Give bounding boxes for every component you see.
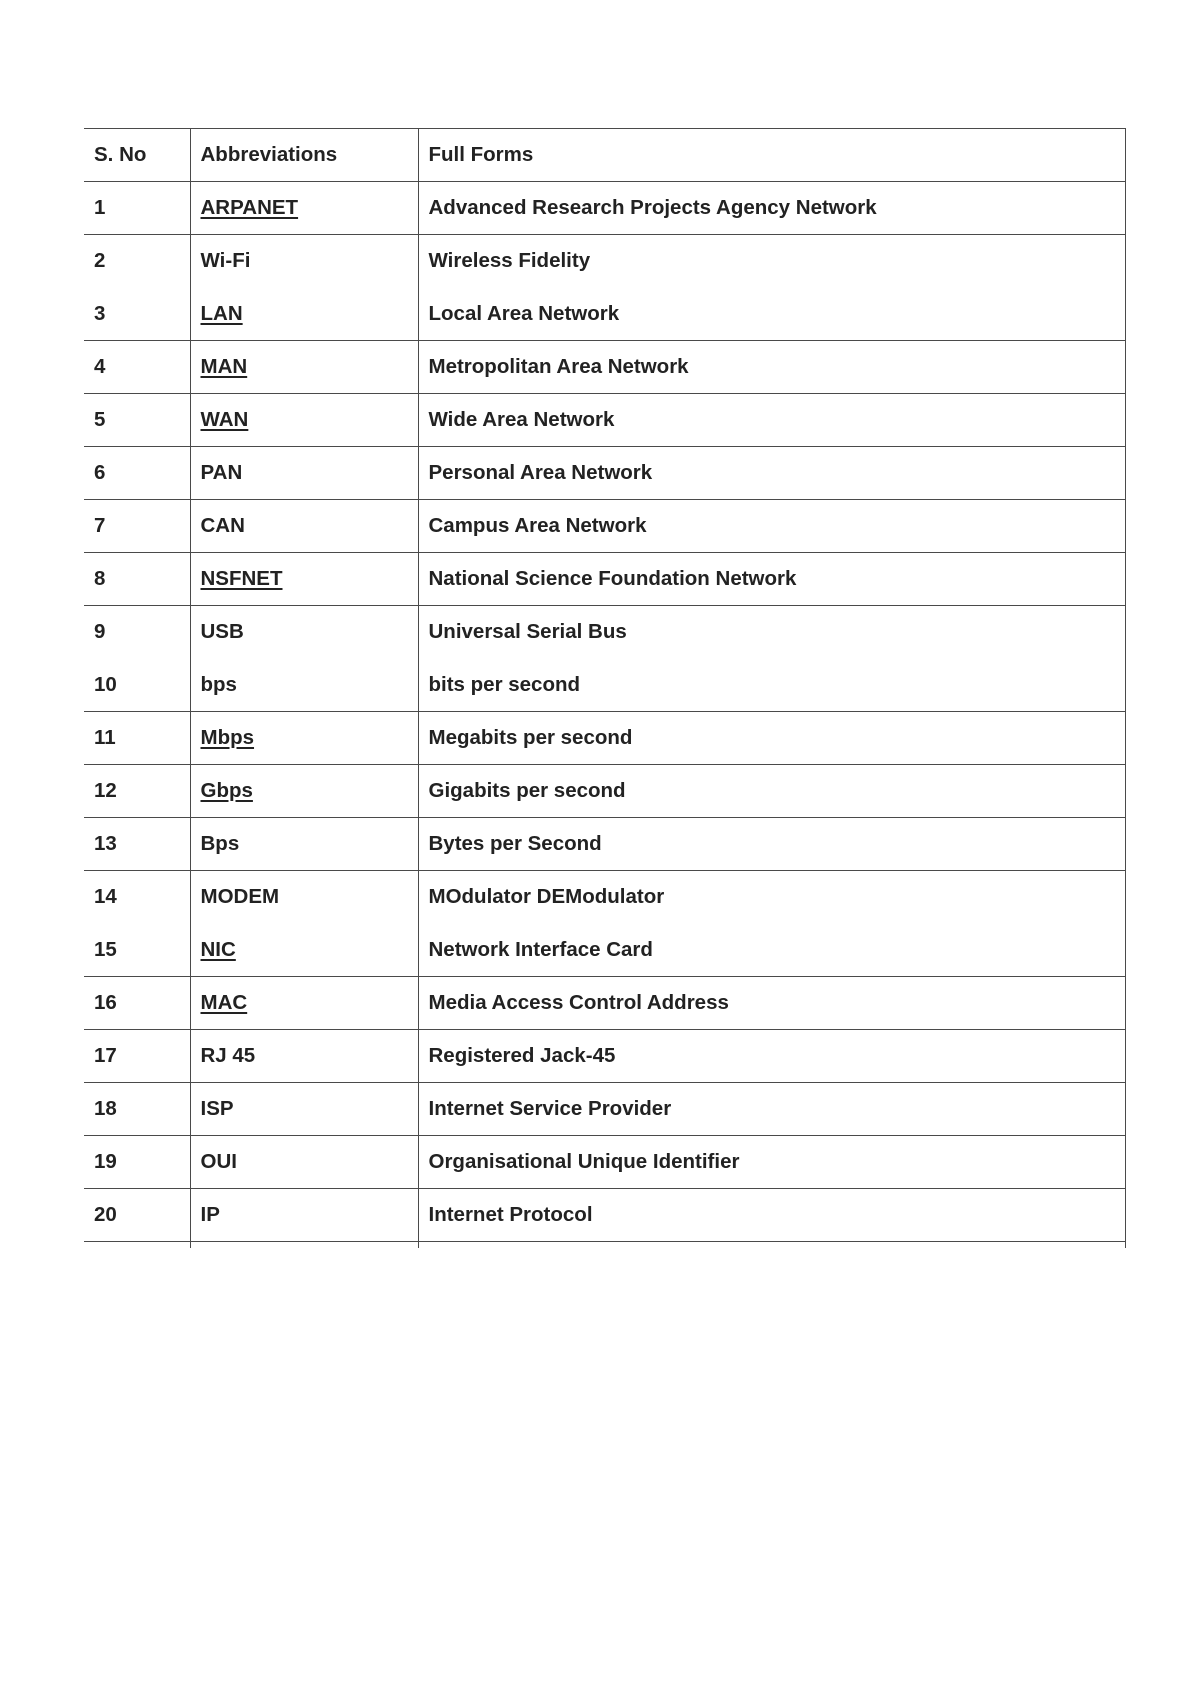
row-full-form: bits per second xyxy=(418,659,1125,712)
table-row xyxy=(84,712,1125,765)
row-sno: 14 xyxy=(94,885,117,909)
table-row xyxy=(84,1189,1125,1242)
row-sno: 6 xyxy=(84,447,190,500)
row-full-form: National Science Foundation Network xyxy=(418,553,1125,606)
row-sno: 19 xyxy=(84,1136,190,1189)
row-full-form: Personal Area Network xyxy=(418,447,1125,500)
table-row xyxy=(84,1083,1125,1136)
abbreviation-link[interactable]: ARPANET xyxy=(200,196,299,219)
row-sno: 3 xyxy=(84,288,190,341)
row-sno: 16 xyxy=(84,977,190,1030)
table-row xyxy=(84,659,1125,712)
row-abbreviation xyxy=(190,288,418,341)
row-full-form: Internet Protocol xyxy=(418,1189,1125,1242)
table-row xyxy=(84,606,1125,659)
row-sno: 17 xyxy=(84,1030,190,1083)
stub-cell xyxy=(418,1242,1125,1248)
table-row xyxy=(84,977,1125,1030)
row-full-form: Network Interface Card xyxy=(418,924,1125,977)
table-continuation-stub xyxy=(84,1242,1125,1248)
row-full-form: Media Access Control Address xyxy=(418,977,1125,1030)
row-sno: 1 xyxy=(84,182,190,235)
row-abbreviation xyxy=(190,182,418,235)
row-sno: 18 xyxy=(84,1083,190,1136)
abbreviation-link[interactable]: NIC xyxy=(200,937,236,961)
row-abbreviation: ISP xyxy=(190,1083,418,1136)
table-row xyxy=(84,288,1125,341)
row-abbreviation xyxy=(190,765,418,818)
row-sno: 10 xyxy=(84,659,190,712)
row-sno: 15 xyxy=(84,924,190,977)
abbreviation-link[interactable]: Mbps xyxy=(200,726,255,749)
row-abbreviation: IP xyxy=(190,1189,418,1242)
stub-cell xyxy=(190,1242,418,1248)
row-full-form: Megabits per second xyxy=(418,712,1125,765)
row-sno: 4 xyxy=(84,341,190,394)
row-abbreviation xyxy=(190,394,418,447)
abbreviation-link[interactable]: LAN xyxy=(200,301,243,325)
table-row xyxy=(84,235,1125,288)
abbreviation-link[interactable]: WAN xyxy=(200,408,249,431)
row-full-form: Wireless Fidelity xyxy=(418,235,1125,288)
table-row xyxy=(84,1030,1125,1083)
row-full-form: Wide Area Network xyxy=(418,394,1125,447)
row-abbreviation: PAN xyxy=(190,447,418,500)
table-row xyxy=(84,394,1125,447)
row-abbreviation: USB xyxy=(190,606,418,659)
row-abbreviation xyxy=(190,341,418,394)
table-row xyxy=(84,765,1125,818)
abbreviations-table xyxy=(84,128,1126,1248)
row-sno: 9 xyxy=(94,620,106,644)
row-abbreviation: MODEM xyxy=(190,871,418,924)
row-abbreviation: RJ 45 xyxy=(190,1030,418,1083)
row-abbreviation: bps xyxy=(190,659,418,712)
table-row xyxy=(84,182,1125,235)
row-full-form: Campus Area Network xyxy=(418,500,1125,553)
row-full-form: Metropolitan Area Network xyxy=(418,341,1125,394)
table-row xyxy=(84,871,1125,924)
row-full-form: MOdulator DEModulator xyxy=(418,871,1125,924)
stub-cell xyxy=(84,1242,190,1248)
row-sno: 2 xyxy=(94,249,106,273)
header-abbreviations: Abbreviations xyxy=(190,129,418,182)
row-abbreviation xyxy=(190,924,418,977)
row-sno: 5 xyxy=(84,394,190,447)
table-row xyxy=(84,553,1125,606)
table-row xyxy=(84,818,1125,871)
row-sno: 8 xyxy=(84,553,190,606)
row-abbreviation xyxy=(190,553,418,606)
row-full-form: Organisational Unique Identifier xyxy=(418,1136,1125,1189)
row-full-form: Gigabits per second xyxy=(418,765,1125,818)
row-sno: 13 xyxy=(84,818,190,871)
row-full-form: Internet Service Provider xyxy=(418,1083,1125,1136)
table-row xyxy=(84,924,1125,977)
row-abbreviation: OUI xyxy=(190,1136,418,1189)
header-sno: S. No xyxy=(84,129,190,182)
row-full-form: Registered Jack-45 xyxy=(418,1030,1125,1083)
header-full-forms: Full Forms xyxy=(418,129,1125,182)
row-full-form: Universal Serial Bus xyxy=(418,606,1125,659)
row-sno: 7 xyxy=(84,500,190,553)
table-row xyxy=(84,1136,1125,1189)
row-abbreviation: Bps xyxy=(190,818,418,871)
row-abbreviation: Wi-Fi xyxy=(190,235,418,288)
table-header-row xyxy=(84,129,1125,182)
row-full-form: Local Area Network xyxy=(418,288,1125,341)
abbreviation-link[interactable]: MAN xyxy=(200,355,248,378)
abbreviation-link[interactable]: Gbps xyxy=(200,779,253,802)
table-row xyxy=(84,500,1125,553)
row-abbreviation xyxy=(190,712,418,765)
table-row xyxy=(84,447,1125,500)
table-row xyxy=(84,341,1125,394)
row-abbreviation xyxy=(190,977,418,1030)
row-full-form: Bytes per Second xyxy=(418,818,1125,871)
abbreviation-link[interactable]: NSFNET xyxy=(200,567,283,590)
row-abbreviation: CAN xyxy=(190,500,418,553)
row-sno: 20 xyxy=(84,1189,190,1242)
row-sno: 12 xyxy=(84,765,190,818)
row-full-form: Advanced Research Projects Agency Network xyxy=(418,182,1125,235)
abbreviation-link[interactable]: MAC xyxy=(200,991,248,1014)
row-sno: 11 xyxy=(84,712,190,765)
